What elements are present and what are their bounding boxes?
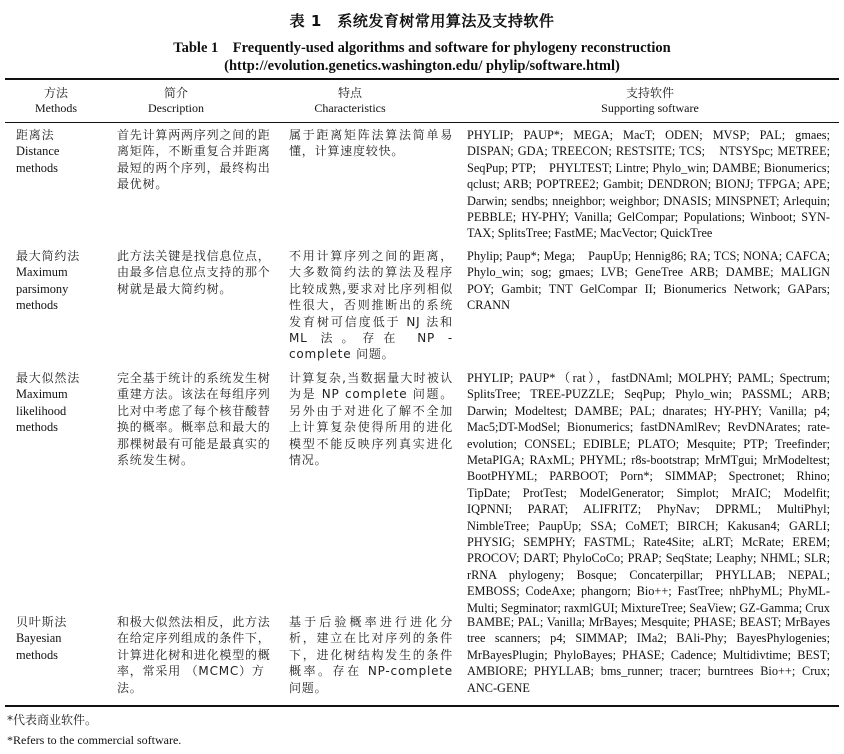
header-description: 简介 Description <box>148 86 204 115</box>
method-cell <box>16 614 108 663</box>
method-name-cn: 贝叶斯法 <box>16 615 68 629</box>
table-title-en: Table 1 Frequently-used algorithms and software for phylogeny reconstruction <box>173 40 671 56</box>
software-cell: BAMBE; PAL; Vanilla; MrBayes; Mesquite; PHASE; BEAST; MrBayes tree scanners; p4; SIMMAP; IMa2; BAli-Phy; BayesPhylogenies; MrBayesPlugin; PhyloBayes; PHASE; Cadence; Multidivtime; BEST; AMBIORE; PHYLLAB; bms_runner; tracer; burntrees Bio++; Crux; ANC-GENE <box>467 615 830 695</box>
method-name-en: Maximum likelihood methods <box>16 387 68 435</box>
description-cell: 完全基于统计的系统发生树重建方法。该法在每组序列比对中考虑了每个核苷酸替换的概率。概率总和最大的那棵树最有可能是最真实的系统发生树。 <box>117 371 271 468</box>
method-name-en: Maximum parsimony methods <box>16 265 69 313</box>
table-title-cn: 表 1 系统发育树常用算法及支持软件 <box>289 12 555 30</box>
footnote-en: *Refers to the commercial software. <box>7 733 182 747</box>
description-cell: 首先计算两两序列之间的距离矩阵，不断重复合并距离最短的两个序列，最终构出最优树。 <box>117 128 271 192</box>
method-name-cn: 距离法 <box>16 128 55 142</box>
software-cell: PHYLIP; PAUP*; MEGA; MacT; ODEN; MVSP; PAL; gmaes; DISPAN; GDA; TREECON; RESTSITE; TCS; NTSYSpc; METREE; SeqPup; PTP; PHYLTEST; Lintre; Phylo_win; DAMBE; Bionumerics; qclust; ARB; POPTREE2; Gambit; DENDRON; BIONJ; TFPGA; APE; Darwin; sendbs; nneighbor; weighbor; DNASIS; MINSPNET; Arlequin; PEBBLE; HY-PHY; Vanilla; GelCompar; Populations; Winboot; SYN-TAX; SplitsTree; FastME; MacVector; QuickTree <box>467 128 830 241</box>
method-name-en: Bayesian methods <box>16 631 62 662</box>
method-cell <box>16 127 108 176</box>
method-name-cn: 最大简约法 <box>16 249 81 263</box>
table-source-url: (http://evolution.genetics.washington.edu/ phylip/software.html) <box>224 58 620 74</box>
description-cell: 和极大似然法相反，此方法在给定序列组成的条件下，计算进化树和进化模型的概率，常采用 （MCMC）方法。 <box>117 615 271 695</box>
characteristics-cell: 属于距离矩阵法算法简单易懂，计算速度较快。 <box>289 128 453 159</box>
header-rule <box>5 122 839 123</box>
footnote-cn: *代表商业软件。 <box>7 713 98 727</box>
software-cell: PHYLIP; PAUP*（rat），fastDNAml; MOLPHY; PAML; Spectrum; SplitsTree; TREE-PUZZLE; SeqPup; Phylo_win; PASSML; ARB; Darwin; Modeltest; DAMBE; PAL; dnarates; HY-PHY; Vanilla; p4; Mac5;DT-ModSel; Bionumerics; fastDNAmlRev; RevDNArates; rate-evolution; CONSEL; EDIBLE; PLATO; Mesquite; PTP; Treefinder; MetaPIGA; RAxML; PHYML; r8s-bootstrap; MrMTgui; MrModeltest; BootPHYML; PARBOOT; Porn*; SIMMAP; Spectronet; Rhino; TipDate; ProtTest; ModelGenerator; Simplot; MrAIC; Modelfit; IQPNNI; PARAT; ALIFRITZ; PhyNav; DPRML; MultiPhyl; NimbleTree; PaupUp; SSA; CoMET; BIRCH; Kakusan4; GARLI; PHYSIG; SEMPHY; FASTML; Rate4Site; aLRT; McRate; EREM; PROCOV; DART; PhyloCoCo; PRAP; SeqState; Leaphy; NHML; SLR; rRNA phylogeny; Bosque; Concaterpillar; PHYLLAB; NEPAL; EMBOSS; CodeAxe; phangorn; Bio++; FastTree; nhPhyML; PhyML-Multi; Segminator; raxmlGUI; MixtureTree; SeaView; GZ-Gamma; Crux <box>467 371 830 615</box>
header-characteristics: 特点 Characteristics <box>314 86 386 115</box>
header-methods: 方法 Methods <box>35 86 77 115</box>
characteristics-cell: 计算复杂,当数据量大时被认为是 NP complete 问题。另外由于对进化了解不全加上计算复杂使得所用的进化模型不能反映序列真实进化情况。 <box>289 371 453 468</box>
software-cell: Phylip; Paup*; Mega; PaupUp; Hennig86; RA; TCS; NONA; CAFCA; Phylo_win; sog; gmaes; LVB; GeneTree ARB; DAMBE; MALIGN POY; Gambit; TNT GelCompar II; Bionumerics Network; GAPars; CRANN <box>467 249 830 313</box>
method-name-en: Distance methods <box>16 144 60 175</box>
bottom-rule <box>5 705 839 707</box>
characteristics-cell: 不用计算序列之间的距离，大多数简约法的算法及程序比较成熟,要求对比序列相似性很大，否则推断出的系统发育树可信度低于 NJ 法和 ML 法。存在 NP -complete 问题。 <box>289 249 453 362</box>
characteristics-cell: 基于后验概率进行进化分析，建立在比对序列的条件下，进化树结构发生的条件概率。存在 NP-complete 问题。 <box>289 615 453 695</box>
method-name-cn: 最大似然法 <box>16 371 81 385</box>
description-cell: 此方法关键是找信息位点，由最多信息位点支持的那个树就是最大简约树。 <box>117 249 271 296</box>
top-rule <box>5 78 839 80</box>
method-cell <box>16 248 108 314</box>
method-cell <box>16 370 108 436</box>
header-supporting-software: 支持软件 Supporting software <box>601 86 699 115</box>
